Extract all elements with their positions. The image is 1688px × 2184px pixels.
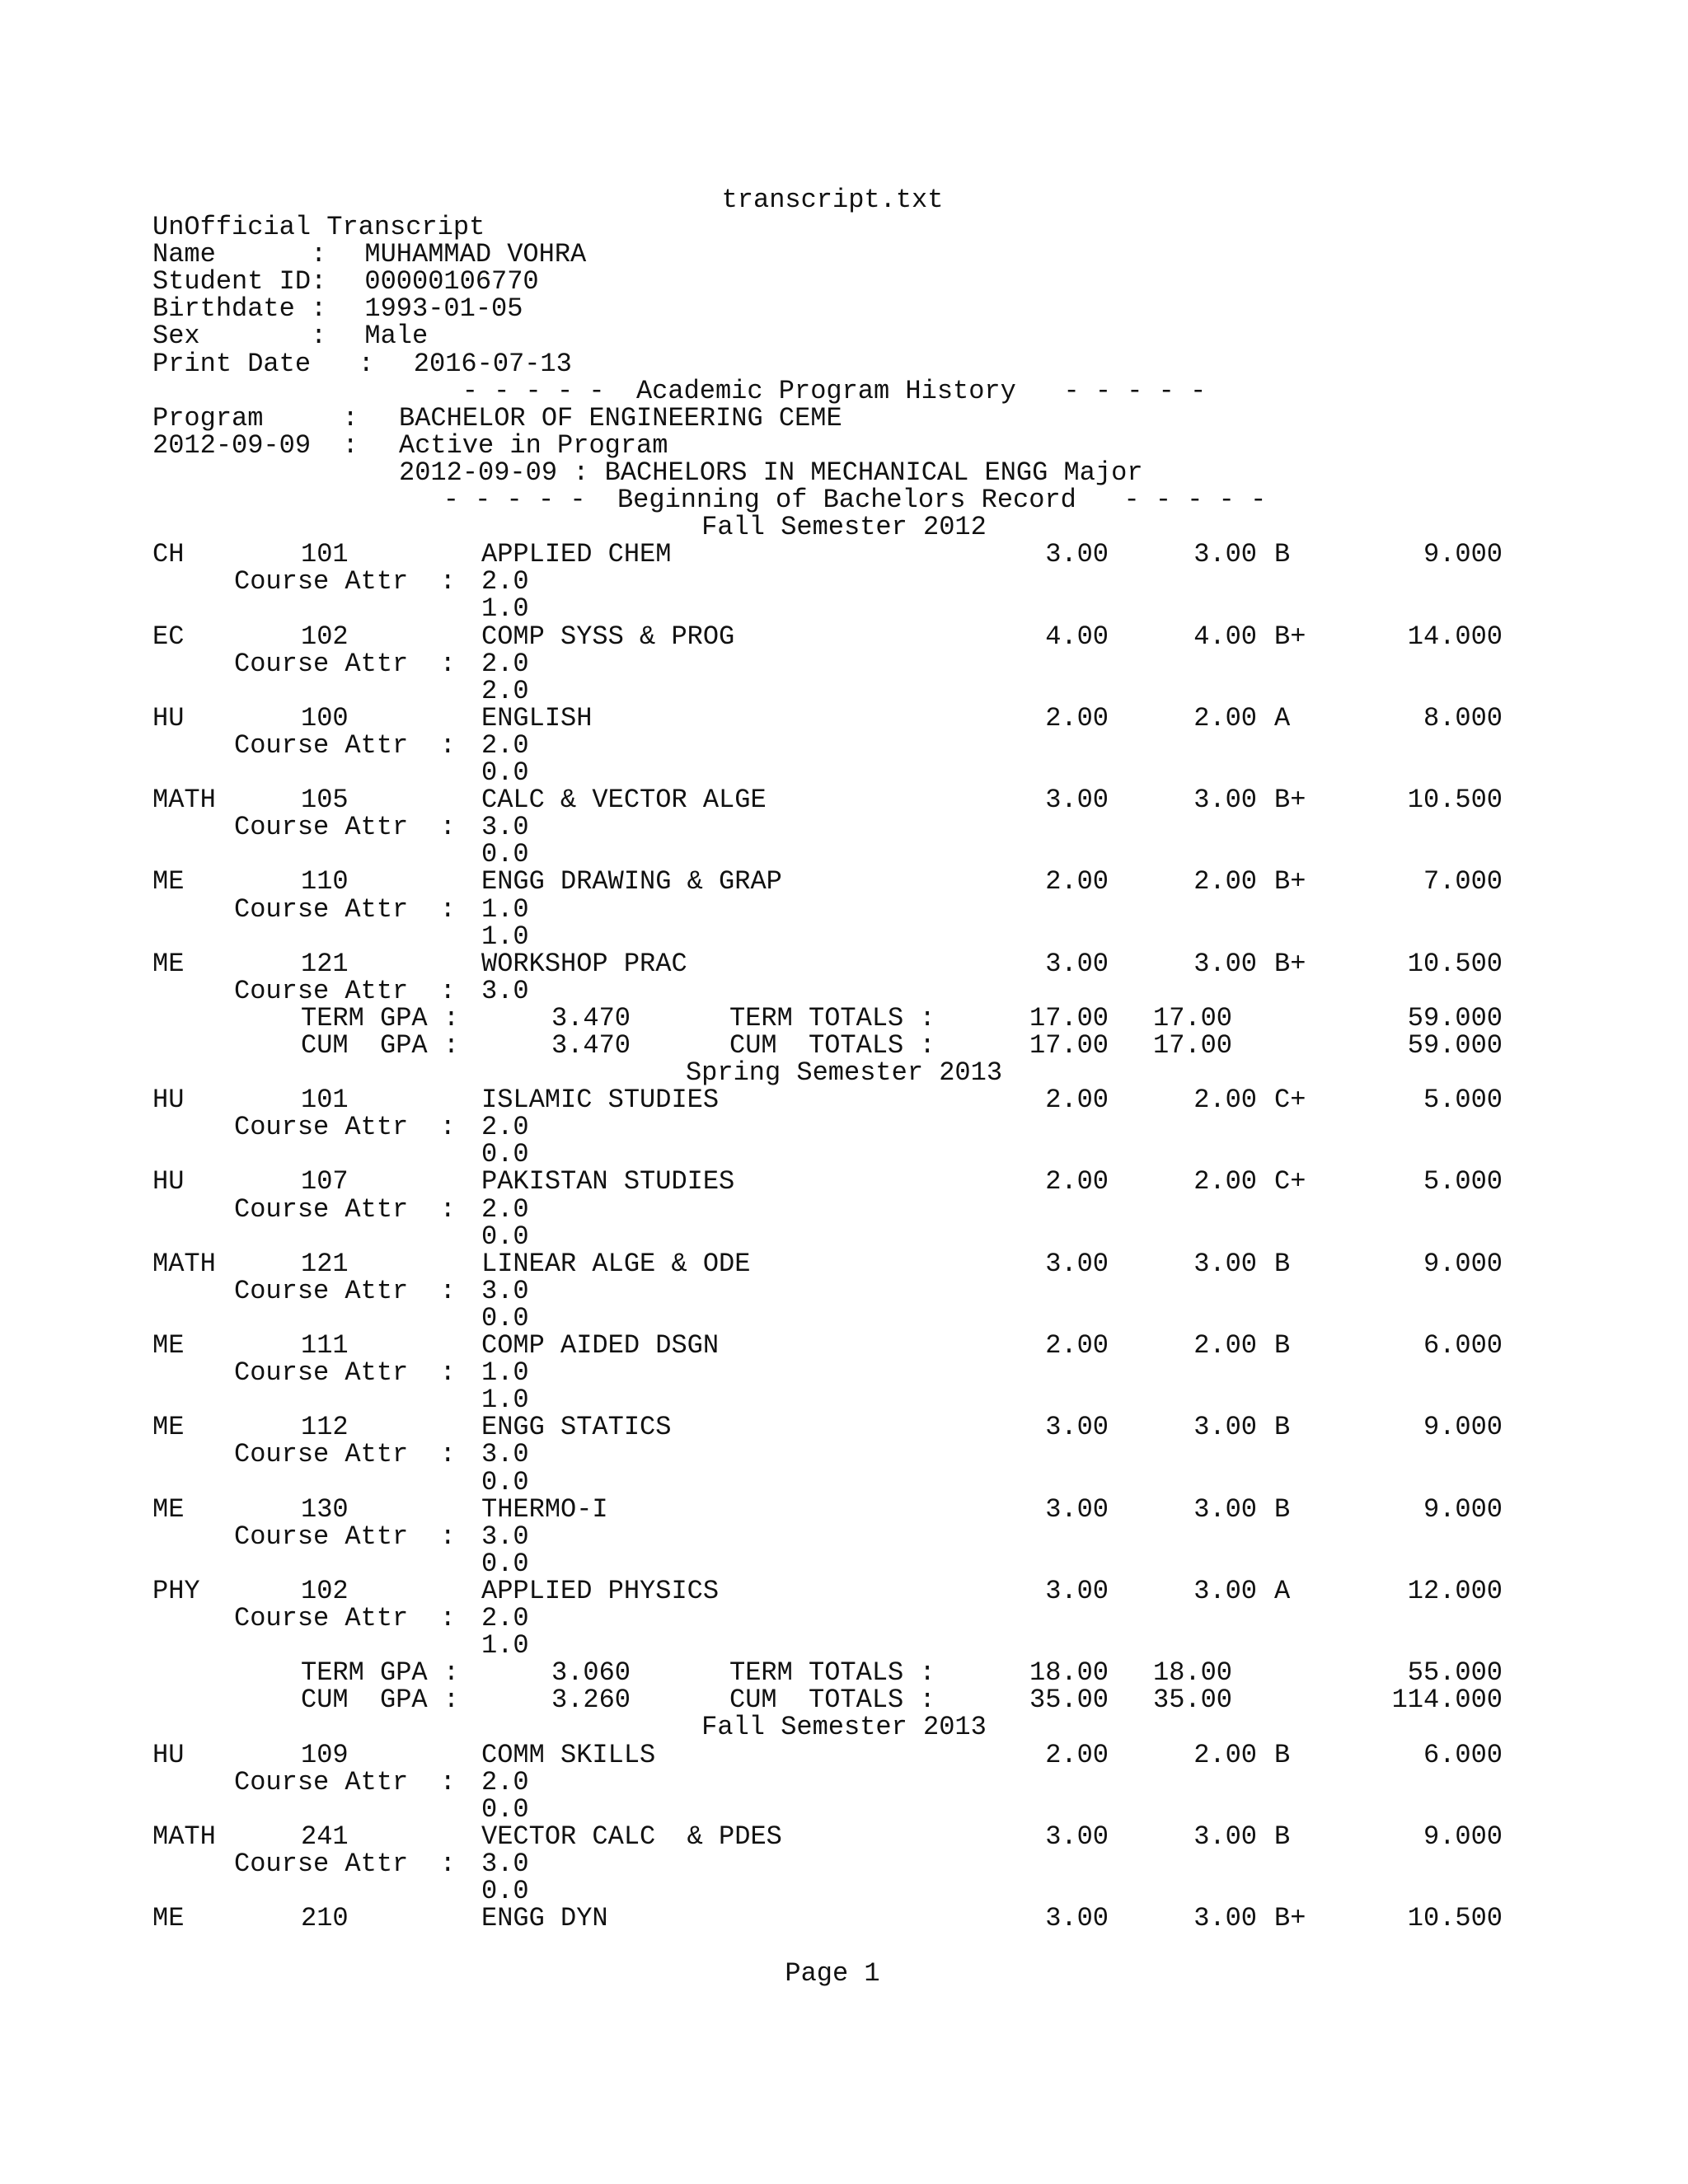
course-earned: 3.00 (1193, 1821, 1257, 1852)
course-row (0, 1905, 1688, 1932)
course-row (0, 1332, 1688, 1359)
course-attr-value: 3.0 (481, 1849, 529, 1879)
course-attr-label: Course Attr : (234, 812, 456, 842)
course-grade: C+ (1274, 1085, 1306, 1115)
gpa-label: CUM GPA : (301, 1685, 460, 1715)
course-attempted: 3.00 (1045, 1576, 1109, 1606)
course-points: 10.500 (1407, 1903, 1503, 1933)
course-attr-value: 2.0 (481, 1112, 529, 1142)
course-earned: 3.00 (1193, 1576, 1257, 1606)
course-row (0, 1741, 1688, 1769)
course-subject: HU (152, 1740, 185, 1770)
course-attr-label: Course Attr : (234, 1276, 456, 1306)
course-earned: 2.00 (1193, 1085, 1257, 1115)
course-attr-row (0, 1796, 1688, 1823)
gpa-value: 3.470 (551, 1003, 631, 1033)
totals-earned: 18.00 (1152, 1657, 1232, 1688)
course-row (0, 1168, 1688, 1195)
course-subject: ME (152, 1494, 185, 1525)
course-attr-row (0, 568, 1688, 595)
course-row (0, 1577, 1688, 1605)
course-number: 210 (301, 1903, 349, 1933)
program-label: Program : (152, 403, 359, 434)
student-field (0, 322, 1688, 349)
course-title: THERMO-I (481, 1494, 608, 1525)
course-attr-label: Course Attr : (234, 1112, 456, 1142)
program-major: 2012-09-09 : BACHELORS IN MECHANICAL ENGG Major (399, 457, 1143, 488)
course-attr-row (0, 732, 1688, 759)
course-title: VECTOR CALC & PDES (481, 1821, 782, 1852)
course-attr-value: 3.0 (481, 1439, 529, 1469)
course-attr-value: 3.0 (481, 976, 529, 1006)
totals-points: 59.000 (1407, 1030, 1503, 1061)
course-subject: PHY (152, 1576, 200, 1606)
course-row (0, 623, 1688, 650)
course-attr-value: 1.0 (481, 1630, 529, 1661)
course-attr-value: 0.0 (481, 1549, 529, 1579)
student-field-label: Print Date : (152, 349, 374, 379)
course-subject: HU (152, 1166, 185, 1197)
term-heading (0, 1713, 1688, 1741)
course-attempted: 3.00 (1045, 1412, 1109, 1442)
course-attr-value: 2.0 (481, 1767, 529, 1797)
course-attr-label: Course Attr : (234, 566, 456, 597)
course-points: 9.000 (1423, 1494, 1503, 1525)
course-earned: 3.00 (1193, 785, 1257, 815)
gpa-value: 3.470 (551, 1030, 631, 1061)
cum-gpa-row (0, 1032, 1688, 1059)
course-attr-label: Course Attr : (234, 894, 456, 925)
course-row (0, 1496, 1688, 1523)
course-attr-row (0, 759, 1688, 786)
totals-attempted: 17.00 (1029, 1003, 1109, 1033)
course-attr-row (0, 813, 1688, 841)
course-row (0, 1086, 1688, 1113)
student-field-value: 2016-07-13 (413, 349, 572, 379)
totals-attempted: 35.00 (1029, 1685, 1109, 1715)
course-attr-row (0, 1305, 1688, 1332)
student-field (0, 241, 1688, 268)
course-attr-value: 2.0 (481, 1603, 529, 1633)
course-attr-row (0, 1469, 1688, 1496)
course-grade: B (1274, 1494, 1291, 1525)
course-points: 12.000 (1407, 1576, 1503, 1606)
course-points: 6.000 (1423, 1740, 1503, 1770)
course-attr-value: 0.0 (481, 1303, 529, 1333)
course-attr-label: Course Attr : (234, 976, 456, 1006)
record-header (0, 486, 1688, 513)
gpa-label: CUM GPA : (301, 1030, 460, 1061)
course-earned: 3.00 (1193, 1249, 1257, 1279)
course-attr-row (0, 977, 1688, 1005)
term-name: Fall Semester 2013 (701, 1712, 987, 1742)
course-attempted: 4.00 (1045, 621, 1109, 652)
totals-earned: 17.00 (1152, 1003, 1232, 1033)
course-earned: 2.00 (1193, 1166, 1257, 1197)
student-field (0, 350, 1688, 377)
course-attr-row (0, 677, 1688, 705)
program-status-date: 2012-09-09 : (152, 430, 359, 461)
course-attr-value: 0.0 (481, 1794, 529, 1825)
course-points: 9.000 (1423, 1412, 1503, 1442)
course-number: 241 (301, 1821, 349, 1852)
program-value: BACHELOR OF ENGINEERING CEME (399, 403, 842, 434)
course-title: CALC & VECTOR ALGE (481, 785, 767, 815)
course-number: 101 (301, 539, 349, 569)
course-attempted: 2.00 (1045, 1330, 1109, 1361)
program-line (0, 405, 1688, 432)
course-attr-value: 0.0 (481, 757, 529, 788)
course-attempted: 3.00 (1045, 539, 1109, 569)
course-title: ENGG DRAWING & GRAP (481, 866, 782, 897)
program-status-value: Active in Program (399, 430, 668, 461)
course-number: 130 (301, 1494, 349, 1525)
course-row (0, 950, 1688, 977)
course-attr-value: 2.0 (481, 730, 529, 761)
course-earned: 3.00 (1193, 949, 1257, 979)
course-points: 9.000 (1423, 1821, 1503, 1852)
course-attr-row (0, 650, 1688, 677)
term-name: Spring Semester 2013 (685, 1057, 1003, 1088)
course-points: 14.000 (1407, 621, 1503, 652)
course-earned: 3.00 (1193, 1903, 1257, 1933)
course-subject: MATH (152, 1821, 216, 1852)
course-attr-label: Course Attr : (234, 1439, 456, 1469)
course-attr-row (0, 1632, 1688, 1659)
course-attr-row (0, 1550, 1688, 1577)
transcript-heading (0, 213, 1688, 241)
course-attr-row (0, 1877, 1688, 1905)
course-row (0, 786, 1688, 813)
gpa-label: TERM GPA : (301, 1003, 460, 1033)
program-major-line (0, 459, 1688, 486)
course-attr-row (0, 923, 1688, 950)
course-title: LINEAR ALGE & ODE (481, 1249, 751, 1279)
course-attr-row (0, 1359, 1688, 1386)
course-number: 101 (301, 1085, 349, 1115)
course-points: 5.000 (1423, 1166, 1503, 1197)
totals-attempted: 17.00 (1029, 1030, 1109, 1061)
course-points: 5.000 (1423, 1085, 1503, 1115)
course-attr-value: 3.0 (481, 1276, 529, 1306)
student-field-value: Male (364, 321, 429, 351)
course-subject: EC (152, 621, 185, 652)
course-attr-row (0, 1277, 1688, 1305)
course-attr-label: Course Attr : (234, 1767, 456, 1797)
course-attr-row (0, 1196, 1688, 1223)
course-attr-label: Course Attr : (234, 730, 456, 761)
course-subject: MATH (152, 1249, 216, 1279)
course-number: 100 (301, 703, 349, 733)
course-attr-value: 2.0 (481, 1194, 529, 1225)
course-attr-row (0, 1523, 1688, 1550)
student-field-value: 1993-01-05 (364, 293, 523, 324)
program-status-line (0, 432, 1688, 459)
course-attr-label: Course Attr : (234, 1603, 456, 1633)
course-number: 107 (301, 1166, 349, 1197)
totals-label: TERM TOTALS : (729, 1657, 935, 1688)
cum-gpa-row (0, 1686, 1688, 1713)
course-number: 121 (301, 1249, 349, 1279)
course-attr-value: 0.0 (481, 1467, 529, 1497)
course-title: WORKSHOP PRAC (481, 949, 687, 979)
course-earned: 2.00 (1193, 1740, 1257, 1770)
course-earned: 4.00 (1193, 621, 1257, 652)
course-attr-value: 0.0 (481, 839, 529, 869)
course-number: 112 (301, 1412, 349, 1442)
course-title: APPLIED CHEM (481, 539, 672, 569)
course-row (0, 1413, 1688, 1441)
course-grade: A (1274, 703, 1291, 733)
student-field-value: MUHAMMAD VOHRA (364, 239, 587, 269)
course-earned: 2.00 (1193, 703, 1257, 733)
student-field-value: 00000106770 (364, 266, 539, 297)
course-grade: B+ (1274, 949, 1306, 979)
student-field-label: Sex : (152, 321, 327, 351)
course-attr-label: Course Attr : (234, 1357, 456, 1388)
course-subject: CH (152, 539, 185, 569)
course-attr-row (0, 1850, 1688, 1877)
gpa-value: 3.260 (551, 1685, 631, 1715)
course-attr-value: 2.0 (481, 566, 529, 597)
course-row (0, 1250, 1688, 1277)
student-field (0, 295, 1688, 322)
course-attempted: 2.00 (1045, 1166, 1109, 1197)
totals-points: 59.000 (1407, 1003, 1503, 1033)
page-number: Page 1 (785, 1958, 880, 1989)
course-title: APPLIED PHYSICS (481, 1576, 720, 1606)
course-earned: 2.00 (1193, 866, 1257, 897)
totals-label: TERM TOTALS : (729, 1003, 935, 1033)
gpa-label: TERM GPA : (301, 1657, 460, 1688)
course-subject: ME (152, 866, 185, 897)
page-footer (0, 1960, 1688, 1987)
course-attempted: 2.00 (1045, 1740, 1109, 1770)
program-history-header (0, 377, 1688, 405)
gpa-value: 3.060 (551, 1657, 631, 1688)
totals-earned: 17.00 (1152, 1030, 1232, 1061)
course-attr-row (0, 1605, 1688, 1632)
course-attr-value: 0.0 (481, 1221, 529, 1252)
totals-label: CUM TOTALS : (729, 1030, 935, 1061)
course-grade: B+ (1274, 866, 1306, 897)
course-attempted: 3.00 (1045, 1821, 1109, 1852)
course-grade: B (1274, 1821, 1291, 1852)
course-grade: B+ (1274, 621, 1306, 652)
course-attr-row (0, 595, 1688, 622)
course-attr-row (0, 1441, 1688, 1468)
course-grade: B (1274, 1740, 1291, 1770)
course-subject: ME (152, 1903, 185, 1933)
course-attr-value: 0.0 (481, 1876, 529, 1906)
course-attr-label: Course Attr : (234, 649, 456, 679)
totals-earned: 35.00 (1152, 1685, 1232, 1715)
course-grade: B+ (1274, 785, 1306, 815)
course-subject: HU (152, 1085, 185, 1115)
course-grade: B (1274, 1330, 1291, 1361)
course-earned: 2.00 (1193, 1330, 1257, 1361)
course-attr-value: 0.0 (481, 1139, 529, 1169)
course-grade: C+ (1274, 1166, 1306, 1197)
course-number: 102 (301, 621, 349, 652)
course-attr-row (0, 1113, 1688, 1141)
course-number: 105 (301, 785, 349, 815)
transcript-heading: UnOfficial Transcript (152, 212, 485, 242)
course-points: 8.000 (1423, 703, 1503, 733)
course-attr-value: 3.0 (481, 812, 529, 842)
course-attr-row (0, 1223, 1688, 1250)
course-attr-value: 1.0 (481, 1357, 529, 1388)
course-grade: B (1274, 1249, 1291, 1279)
course-number: 121 (301, 949, 349, 979)
course-attempted: 3.00 (1045, 1249, 1109, 1279)
course-attr-row (0, 1386, 1688, 1413)
course-points: 9.000 (1423, 1249, 1503, 1279)
course-grade: A (1274, 1576, 1291, 1606)
course-attempted: 3.00 (1045, 785, 1109, 815)
student-field-label: Student ID: (152, 266, 327, 297)
term-gpa-row (0, 1659, 1688, 1686)
student-field-label: Name : (152, 239, 327, 269)
course-number: 102 (301, 1576, 349, 1606)
course-grade: B+ (1274, 1903, 1306, 1933)
course-attempted: 2.00 (1045, 866, 1109, 897)
course-grade: B (1274, 1412, 1291, 1442)
course-title: COMP AIDED DSGN (481, 1330, 720, 1361)
term-heading (0, 513, 1688, 541)
course-title: ENGLISH (481, 703, 593, 733)
course-attr-row (0, 1141, 1688, 1168)
course-number: 109 (301, 1740, 349, 1770)
course-attr-row (0, 841, 1688, 868)
course-row (0, 705, 1688, 732)
course-attempted: 2.00 (1045, 1085, 1109, 1115)
course-attr-value: 2.0 (481, 676, 529, 706)
term-heading (0, 1059, 1688, 1086)
course-points: 6.000 (1423, 1330, 1503, 1361)
course-points: 7.000 (1423, 866, 1503, 897)
course-number: 110 (301, 866, 349, 897)
course-attr-value: 1.0 (481, 894, 529, 925)
course-row (0, 868, 1688, 895)
course-points: 9.000 (1423, 539, 1503, 569)
course-attr-row (0, 896, 1688, 923)
section-header: - - - - - Academic Program History - - - - - (462, 376, 1207, 406)
totals-attempted: 18.00 (1029, 1657, 1109, 1688)
term-gpa-row (0, 1005, 1688, 1032)
course-row (0, 1823, 1688, 1850)
course-attr-value: 1.0 (481, 1385, 529, 1415)
course-title: ENGG STATICS (481, 1412, 672, 1442)
course-attr-label: Course Attr : (234, 1194, 456, 1225)
course-points: 10.500 (1407, 785, 1503, 815)
course-earned: 3.00 (1193, 1494, 1257, 1525)
course-grade: B (1274, 539, 1291, 569)
filename-line (0, 186, 1688, 213)
course-title: COMM SKILLS (481, 1740, 656, 1770)
student-field-label: Birthdate : (152, 293, 327, 324)
file-name: transcript.txt (721, 185, 944, 215)
course-subject: ME (152, 949, 185, 979)
course-earned: 3.00 (1193, 539, 1257, 569)
course-subject: ME (152, 1412, 185, 1442)
course-attempted: 2.00 (1045, 703, 1109, 733)
course-attr-value: 3.0 (481, 1521, 529, 1552)
course-attr-label: Course Attr : (234, 1849, 456, 1879)
course-subject: ME (152, 1330, 185, 1361)
course-title: COMP SYSS & PROG (481, 621, 735, 652)
course-subject: HU (152, 703, 185, 733)
course-attempted: 3.00 (1045, 1903, 1109, 1933)
course-subject: MATH (152, 785, 216, 815)
course-attr-value: 2.0 (481, 649, 529, 679)
term-name: Fall Semester 2012 (701, 512, 987, 542)
course-title: ISLAMIC STUDIES (481, 1085, 720, 1115)
course-attr-label: Course Attr : (234, 1521, 456, 1552)
course-title: PAKISTAN STUDIES (481, 1166, 735, 1197)
student-field (0, 268, 1688, 295)
course-attr-row (0, 1769, 1688, 1796)
totals-points: 114.000 (1391, 1685, 1503, 1715)
course-attr-value: 1.0 (481, 593, 529, 624)
totals-label: CUM TOTALS : (729, 1685, 935, 1715)
section-header: - - - - - Beginning of Bachelors Record - - - - - (443, 485, 1267, 515)
totals-points: 55.000 (1407, 1657, 1503, 1688)
course-earned: 3.00 (1193, 1412, 1257, 1442)
course-attempted: 3.00 (1045, 949, 1109, 979)
course-number: 111 (301, 1330, 349, 1361)
course-title: ENGG DYN (481, 1903, 608, 1933)
course-attempted: 3.00 (1045, 1494, 1109, 1525)
course-attr-value: 1.0 (481, 921, 529, 952)
course-points: 10.500 (1407, 949, 1503, 979)
course-row (0, 541, 1688, 568)
